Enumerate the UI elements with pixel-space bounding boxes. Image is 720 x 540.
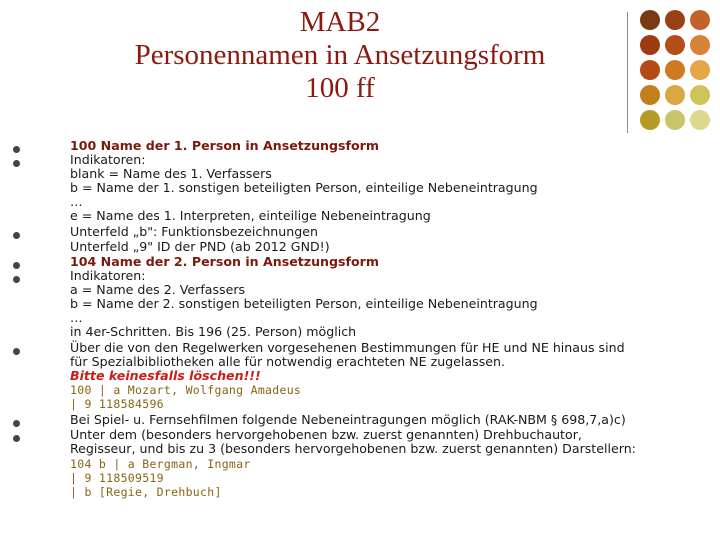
field-100-heading: 100 Name der 1. Person in Ansetzungsform [70,138,379,153]
bullet-icon [13,276,20,283]
warning-text: Bitte keinesfalls löschen!!! [70,368,261,383]
bullet-icon [13,160,20,167]
step-note: in 4er-Schritten. Bis 196 (25. Person) möglich [70,324,357,339]
rules-line-2: für Spezialbibliotheken alle für notwendig erachteten NE zugelassen. [70,354,505,369]
decorative-dot [690,85,710,105]
example-2-line-9: | 9 118509519 [70,471,164,485]
decorative-divider [627,12,628,133]
credits-line-1: Unter dem (besonders hervorgehobenen bzw. zuerst genannten) Drehbuchautor, [70,427,582,442]
decorative-dot [665,85,685,105]
bullet-icon [13,348,20,355]
title-line-1: MAB2 [299,6,381,38]
indicators-label-2: Indikatoren: [70,268,146,283]
subfield-b: Unterfeld „b": Funktionsbezeichnungen [70,224,318,239]
subfield-9: Unterfeld „9" ID der PND (ab 2012 GND!) [70,239,330,254]
title-line-3: 100 ff [305,72,375,104]
credits-line-2: Regisseur, und bis zu 3 (besonders hervorgehobenen bzw. zuerst genannten) Darstellern: [70,441,636,456]
indicator-b-2: b = Name der 2. sonstigen beteiligten Person, einteilige Nebeneintragung [70,296,538,311]
decorative-dot [640,110,660,130]
indicator-b-1: b = Name der 1. sonstigen beteiligten Person, einteilige Nebeneintragung [70,180,538,195]
ellipsis-2: … [70,310,83,325]
indicator-e: e = Name des 1. Interpreten, einteilige Nebeneintragung [70,208,431,223]
example-2-line-a: 104 b | a Bergman, Ingmar [70,457,251,471]
bullet-icon [13,262,20,269]
film-note: Bei Spiel- u. Fernsehfilmen folgende Nebeneintragungen möglich (RAK-NBM § 698,7,a)c) [70,412,626,427]
decorative-dot [690,10,710,30]
rules-line-1: Über die von den Regelwerken vorgesehenen Bestimmungen für HE und NE hinaus sind [70,340,625,355]
indicator-blank: blank = Name des 1. Verfassers [70,166,272,181]
indicators-label-1: Indikatoren: [70,152,146,167]
decorative-dot [690,60,710,80]
decorative-dot [640,35,660,55]
bullet-icon [13,420,20,427]
decorative-dot [640,85,660,105]
decorative-dot [640,60,660,80]
indicator-a-2: a = Name des 2. Verfassers [70,282,246,297]
bullet-icon [13,435,20,442]
decorative-dot [665,110,685,130]
example-2-line-b: | b [Regie, Drehbuch] [70,485,222,499]
title-line-2: Personennamen in Ansetzungsform [134,39,546,71]
example-1-line-9: | 9 118584596 [70,397,164,411]
decorative-dot [665,60,685,80]
decorative-dot [640,10,660,30]
decorative-dot [665,35,685,55]
decorative-dot [690,110,710,130]
bullet-icon [13,146,20,153]
decorative-dot [690,35,710,55]
bullet-icon [13,232,20,239]
decorative-dot-grid [640,10,710,130]
ellipsis-1: … [70,194,83,209]
field-104-heading: 104 Name der 2. Person in Ansetzungsform [70,254,379,269]
decorative-dot [665,10,685,30]
slide-title [60,6,620,105]
example-1-line-a: 100 | a Mozart, Wolfgang Amadeus [70,383,302,397]
